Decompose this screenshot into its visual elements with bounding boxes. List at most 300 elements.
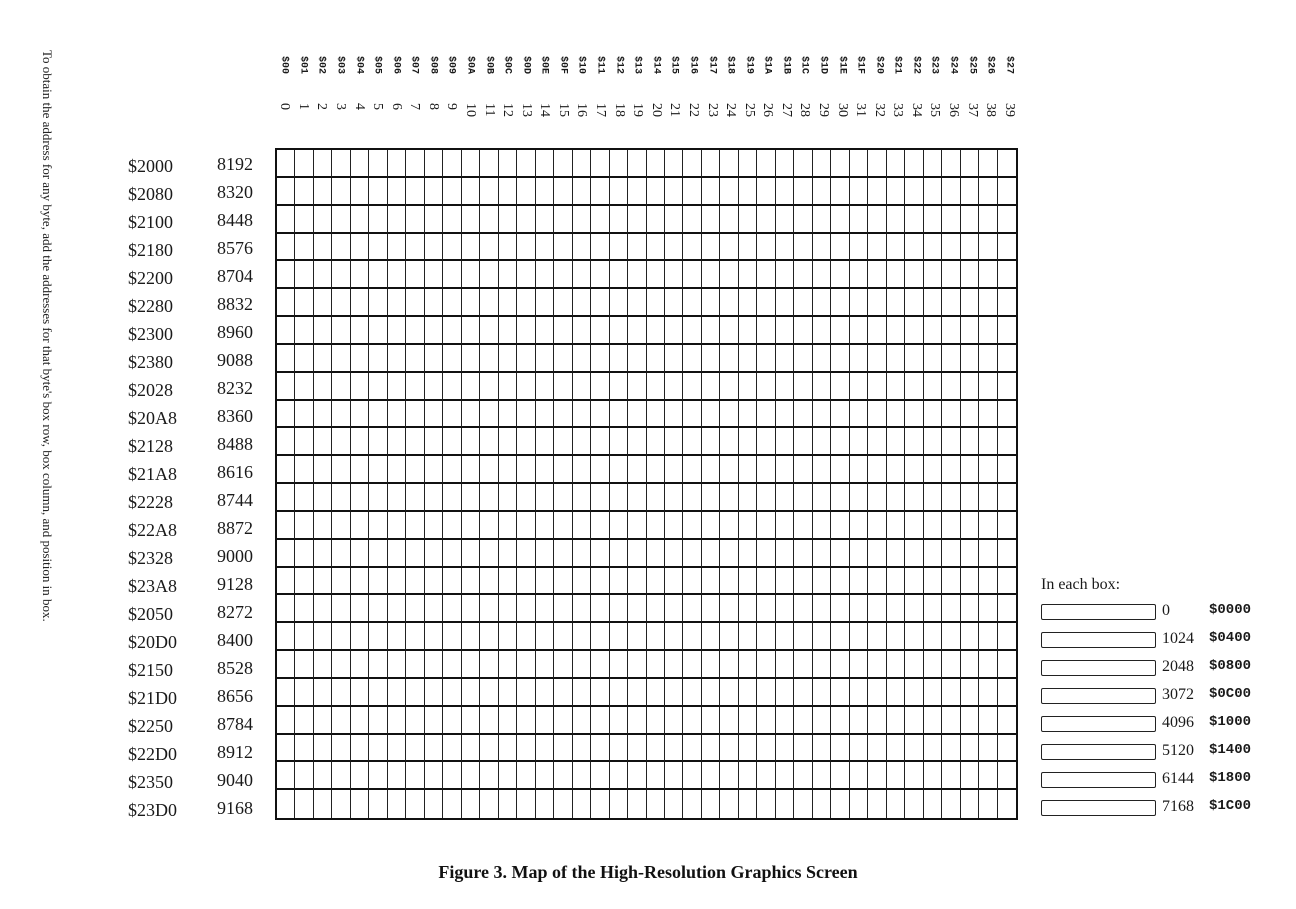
- grid-cell: [850, 261, 868, 289]
- grid-cell: [573, 206, 591, 234]
- grid-cell: [517, 178, 535, 206]
- legend-row: [1041, 712, 1281, 740]
- grid-cell: [702, 401, 720, 429]
- grid-cell: [739, 735, 757, 763]
- grid-cell: [720, 317, 738, 345]
- grid-cell: [388, 540, 406, 568]
- grid-cell: [850, 428, 868, 456]
- grid-cell: [425, 707, 443, 735]
- grid-cell: [961, 484, 979, 512]
- legend-hex-offset: $0000: [1209, 602, 1252, 618]
- grid-cell: [517, 234, 535, 262]
- grid-cell: [443, 428, 461, 456]
- grid-cell: [480, 150, 498, 178]
- grid-cell: [295, 735, 313, 763]
- grid-cell: [850, 679, 868, 707]
- grid-cell: [314, 289, 332, 317]
- column-dec-offset: 32: [871, 103, 887, 117]
- grid-cell: [425, 150, 443, 178]
- grid-cell: [683, 206, 701, 234]
- grid-cell: [277, 707, 295, 735]
- grid-cell: [480, 679, 498, 707]
- grid-cell: [610, 345, 628, 373]
- grid-cell: [905, 261, 923, 289]
- grid-cell: [794, 540, 812, 568]
- grid-cell: [573, 234, 591, 262]
- grid-cell: [942, 762, 960, 790]
- grid-cell: [739, 261, 757, 289]
- grid-cell: [961, 234, 979, 262]
- grid-cell: [924, 178, 942, 206]
- grid-cell: [591, 456, 609, 484]
- grid-cell: [887, 512, 905, 540]
- grid-cell: [591, 707, 609, 735]
- grid-cell: [536, 790, 554, 818]
- grid-cell: [351, 206, 369, 234]
- grid-cell: [480, 345, 498, 373]
- grid-cell: [443, 540, 461, 568]
- grid-cell: [314, 317, 332, 345]
- legend-dec-offset: 7168: [1162, 798, 1194, 815]
- row-label: [120, 512, 270, 540]
- grid-cell: [979, 762, 997, 790]
- column-hex-offset: $26: [984, 56, 996, 75]
- grid-cell: [425, 206, 443, 234]
- legend-hex-offset: $0400: [1209, 630, 1252, 646]
- row-hex-address: $22A8: [128, 520, 177, 540]
- grid-cell: [332, 373, 350, 401]
- grid-cell: [813, 373, 831, 401]
- grid-cell: [924, 428, 942, 456]
- grid-cell: [462, 234, 480, 262]
- grid-cell: [610, 401, 628, 429]
- column-hex-offset: $1A: [761, 56, 773, 75]
- grid-cell: [443, 679, 461, 707]
- grid-cell: [887, 762, 905, 790]
- grid-cell: [961, 540, 979, 568]
- grid-cell: [776, 150, 794, 178]
- row-dec-address: 8360: [217, 406, 253, 426]
- grid-cell: [499, 762, 517, 790]
- grid-cell: [942, 707, 960, 735]
- grid-cell: [683, 373, 701, 401]
- grid-cell: [499, 540, 517, 568]
- grid-cell: [573, 651, 591, 679]
- grid-cell: [388, 762, 406, 790]
- grid-cell: [887, 234, 905, 262]
- grid-cell: [573, 373, 591, 401]
- grid-cell: [628, 679, 646, 707]
- grid-cell: [850, 150, 868, 178]
- grid-cell: [905, 762, 923, 790]
- legend-hex-offset: $1800: [1209, 770, 1252, 786]
- grid-cell: [499, 623, 517, 651]
- column-dec-offset: 36: [945, 103, 961, 117]
- grid-cell: [998, 679, 1016, 707]
- grid-cell: [406, 428, 424, 456]
- grid-cell: [388, 456, 406, 484]
- grid-cell: [406, 289, 424, 317]
- column-hex-offset: $04: [353, 56, 365, 75]
- grid-cell: [610, 261, 628, 289]
- grid-cell: [831, 651, 849, 679]
- grid-cell: [610, 289, 628, 317]
- grid-cell: [831, 317, 849, 345]
- grid-cell: [683, 178, 701, 206]
- grid-cell: [314, 484, 332, 512]
- grid-cell: [647, 707, 665, 735]
- grid-cell: [905, 428, 923, 456]
- grid-cell: [591, 735, 609, 763]
- grid-cell: [924, 261, 942, 289]
- grid-cell: [406, 707, 424, 735]
- grid-cell: [739, 345, 757, 373]
- legend-dec-offset: 3072: [1162, 686, 1194, 703]
- grid-cell: [887, 261, 905, 289]
- column-label: [721, 56, 740, 146]
- grid-cell: [813, 790, 831, 818]
- grid-cell: [831, 150, 849, 178]
- grid-cell: [739, 707, 757, 735]
- grid-cell: [536, 234, 554, 262]
- grid-cell: [739, 679, 757, 707]
- grid-cell: [351, 317, 369, 345]
- grid-cell: [591, 428, 609, 456]
- legend-row: [1041, 768, 1281, 796]
- grid-cell: [388, 261, 406, 289]
- row-label: [120, 596, 270, 624]
- grid-cell: [850, 289, 868, 317]
- grid-cell: [610, 373, 628, 401]
- grid-cell: [369, 735, 387, 763]
- grid-cell: [665, 512, 683, 540]
- grid-cell: [739, 484, 757, 512]
- grid-cell: [443, 261, 461, 289]
- grid-cell: [905, 345, 923, 373]
- grid-cell: [277, 150, 295, 178]
- column-label: [516, 56, 535, 146]
- column-dec-offset: 4: [351, 103, 367, 110]
- grid-cell: [757, 456, 775, 484]
- grid-cell: [850, 178, 868, 206]
- grid-cell: [554, 595, 572, 623]
- grid-cell: [536, 178, 554, 206]
- grid-cell: [314, 456, 332, 484]
- column-dec-offset: 20: [648, 103, 664, 117]
- grid-cell: [942, 261, 960, 289]
- grid-cell: [813, 707, 831, 735]
- column-label: [331, 56, 350, 146]
- grid-cell: [517, 373, 535, 401]
- column-dec-offset: 18: [611, 103, 627, 117]
- grid-cell: [388, 150, 406, 178]
- legend-row: [1041, 628, 1281, 656]
- grid-cell: [905, 317, 923, 345]
- grid-cell: [794, 762, 812, 790]
- grid-cell: [998, 651, 1016, 679]
- grid-cell: [480, 178, 498, 206]
- grid-cell: [462, 428, 480, 456]
- grid-cell: [683, 790, 701, 818]
- grid-cell: [850, 762, 868, 790]
- row-label: [120, 344, 270, 372]
- grid-cell: [369, 261, 387, 289]
- grid-cell: [942, 540, 960, 568]
- column-dec-offset: 24: [723, 103, 739, 117]
- grid-cell: [480, 261, 498, 289]
- row-dec-address: 8704: [217, 266, 253, 286]
- grid-cell: [443, 512, 461, 540]
- grid-cell: [979, 540, 997, 568]
- grid-cell: [647, 568, 665, 596]
- grid-cell: [831, 595, 849, 623]
- grid-cell: [351, 373, 369, 401]
- grid-cell: [979, 623, 997, 651]
- grid-cell: [554, 456, 572, 484]
- grid-cell: [591, 234, 609, 262]
- grid-cell: [887, 178, 905, 206]
- legend-box: [1041, 632, 1156, 648]
- grid-cell: [369, 512, 387, 540]
- grid-cell: [794, 651, 812, 679]
- grid-cell: [979, 428, 997, 456]
- grid-cell: [499, 234, 517, 262]
- grid-cell: [388, 234, 406, 262]
- grid-cell: [406, 790, 424, 818]
- legend-dec-offset: 2048: [1162, 658, 1194, 675]
- grid-cell: [720, 428, 738, 456]
- grid-cell: [369, 289, 387, 317]
- grid-cell: [425, 261, 443, 289]
- grid-cell: [647, 373, 665, 401]
- grid-cell: [480, 401, 498, 429]
- grid-cell: [757, 261, 775, 289]
- grid-cell: [942, 289, 960, 317]
- grid-cell: [924, 373, 942, 401]
- column-hex-offset: $16: [687, 56, 699, 75]
- grid-cell: [776, 261, 794, 289]
- grid-cell: [369, 707, 387, 735]
- grid-cell: [702, 206, 720, 234]
- grid-cell: [647, 428, 665, 456]
- grid-cell: [720, 762, 738, 790]
- grid-cell: [480, 595, 498, 623]
- grid-cell: [369, 540, 387, 568]
- grid-cell: [998, 178, 1016, 206]
- grid-cell: [443, 735, 461, 763]
- grid-cell: [388, 623, 406, 651]
- grid-cell: [628, 540, 646, 568]
- grid-cell: [388, 289, 406, 317]
- grid-cell: [554, 206, 572, 234]
- grid-cell: [868, 345, 886, 373]
- grid-cell: [277, 484, 295, 512]
- grid-cell: [961, 178, 979, 206]
- row-hex-address: $22D0: [128, 744, 177, 764]
- column-dec-offset: 6: [388, 103, 404, 110]
- grid-cell: [757, 373, 775, 401]
- grid-cell: [554, 317, 572, 345]
- grid-cell: [942, 568, 960, 596]
- grid-cell: [462, 317, 480, 345]
- grid-cell: [757, 540, 775, 568]
- row-dec-address: 8232: [217, 378, 253, 398]
- grid-cell: [942, 206, 960, 234]
- row-hex-address: $2250: [128, 716, 173, 736]
- grid-cell: [480, 428, 498, 456]
- grid-cell: [961, 707, 979, 735]
- grid-cell: [683, 568, 701, 596]
- grid-cell: [536, 289, 554, 317]
- column-label: [944, 56, 963, 146]
- column-hex-offset: $10: [575, 56, 587, 75]
- grid-cell: [979, 595, 997, 623]
- grid-cell: [887, 428, 905, 456]
- grid-cell: [462, 540, 480, 568]
- grid-cell: [905, 234, 923, 262]
- grid-cell: [887, 289, 905, 317]
- grid-cell: [813, 178, 831, 206]
- row-hex-address: $23D0: [128, 800, 177, 820]
- grid-cell: [794, 484, 812, 512]
- row-dec-address: 9040: [217, 770, 253, 790]
- row-label: [120, 624, 270, 652]
- grid-cell: [979, 345, 997, 373]
- grid-cell: [462, 401, 480, 429]
- grid-cell: [277, 735, 295, 763]
- grid-cell: [850, 540, 868, 568]
- grid-cell: [776, 623, 794, 651]
- grid-cell: [554, 512, 572, 540]
- column-label: [962, 56, 981, 146]
- grid-cell: [610, 679, 628, 707]
- grid-cell: [720, 651, 738, 679]
- grid-cell: [591, 484, 609, 512]
- grid-cell: [369, 568, 387, 596]
- grid-cell: [499, 456, 517, 484]
- grid-cell: [979, 150, 997, 178]
- grid-cell: [979, 373, 997, 401]
- grid-cell: [480, 456, 498, 484]
- grid-cell: [443, 595, 461, 623]
- grid-cell: [499, 428, 517, 456]
- grid-cell: [351, 178, 369, 206]
- grid-cell: [517, 317, 535, 345]
- grid-cell: [794, 373, 812, 401]
- grid-cell: [536, 623, 554, 651]
- grid-cell: [314, 401, 332, 429]
- grid-cell: [794, 679, 812, 707]
- grid-cell: [776, 651, 794, 679]
- grid-cell: [517, 512, 535, 540]
- legend-title: In each box:: [1041, 576, 1121, 593]
- legend-row: [1041, 796, 1281, 824]
- grid-cell: [388, 345, 406, 373]
- column-hex-offset: $18: [724, 56, 736, 75]
- grid-cell: [628, 373, 646, 401]
- grid-cell: [610, 484, 628, 512]
- grid-cell: [924, 317, 942, 345]
- grid-cell: [942, 428, 960, 456]
- grid-cell: [998, 428, 1016, 456]
- column-hex-offset: $03: [334, 56, 346, 75]
- grid-cell: [961, 261, 979, 289]
- grid-cell: [388, 790, 406, 818]
- grid-cell: [554, 790, 572, 818]
- grid-cell: [591, 568, 609, 596]
- grid-cell: [573, 707, 591, 735]
- column-label: [869, 56, 888, 146]
- column-hex-offset: $08: [427, 56, 439, 75]
- grid-cell: [720, 735, 738, 763]
- grid-cell: [887, 707, 905, 735]
- grid-cell: [610, 540, 628, 568]
- column-dec-offset: 31: [853, 103, 869, 117]
- grid-cell: [979, 790, 997, 818]
- grid-cell: [332, 540, 350, 568]
- grid-cell: [868, 401, 886, 429]
- grid-cell: [517, 428, 535, 456]
- grid-cell: [868, 707, 886, 735]
- box-legend: [1041, 576, 1281, 824]
- grid-cell: [369, 345, 387, 373]
- grid-cell: [924, 762, 942, 790]
- grid-cell: [924, 456, 942, 484]
- legend-dec-offset: 5120: [1162, 742, 1194, 759]
- grid-cell: [332, 568, 350, 596]
- grid-cell: [480, 206, 498, 234]
- grid-cell: [591, 512, 609, 540]
- grid-cell: [369, 651, 387, 679]
- grid-cell: [351, 484, 369, 512]
- grid-cell: [332, 512, 350, 540]
- grid-cell: [868, 735, 886, 763]
- row-label: [120, 708, 270, 736]
- row-hex-address: $2200: [128, 268, 173, 288]
- legend-dec-offset: 4096: [1162, 714, 1194, 731]
- grid-cell: [628, 261, 646, 289]
- grid-cell: [295, 234, 313, 262]
- grid-cell: [591, 373, 609, 401]
- grid-cell: [295, 150, 313, 178]
- grid-cell: [591, 289, 609, 317]
- grid-cell: [961, 373, 979, 401]
- grid-cell: [905, 595, 923, 623]
- row-label: [120, 792, 270, 820]
- grid-cell: [961, 595, 979, 623]
- grid-cell: [277, 373, 295, 401]
- grid-cell: [517, 261, 535, 289]
- grid-cell: [850, 512, 868, 540]
- grid-cell: [683, 735, 701, 763]
- grid-cell: [979, 651, 997, 679]
- row-dec-address: 9088: [217, 350, 253, 370]
- column-hex-offset: $01: [297, 56, 309, 75]
- row-labels: [120, 148, 270, 820]
- grid-cell: [868, 234, 886, 262]
- grid-cell: [776, 178, 794, 206]
- grid-cell: [961, 623, 979, 651]
- grid-cell: [406, 345, 424, 373]
- grid-cell: [332, 595, 350, 623]
- row-dec-address: 8448: [217, 210, 253, 230]
- grid-cell: [351, 540, 369, 568]
- grid-cell: [314, 512, 332, 540]
- legend-hex-offset: $0800: [1209, 658, 1252, 674]
- grid-cell: [536, 317, 554, 345]
- grid-cell: [868, 178, 886, 206]
- grid-cell: [794, 178, 812, 206]
